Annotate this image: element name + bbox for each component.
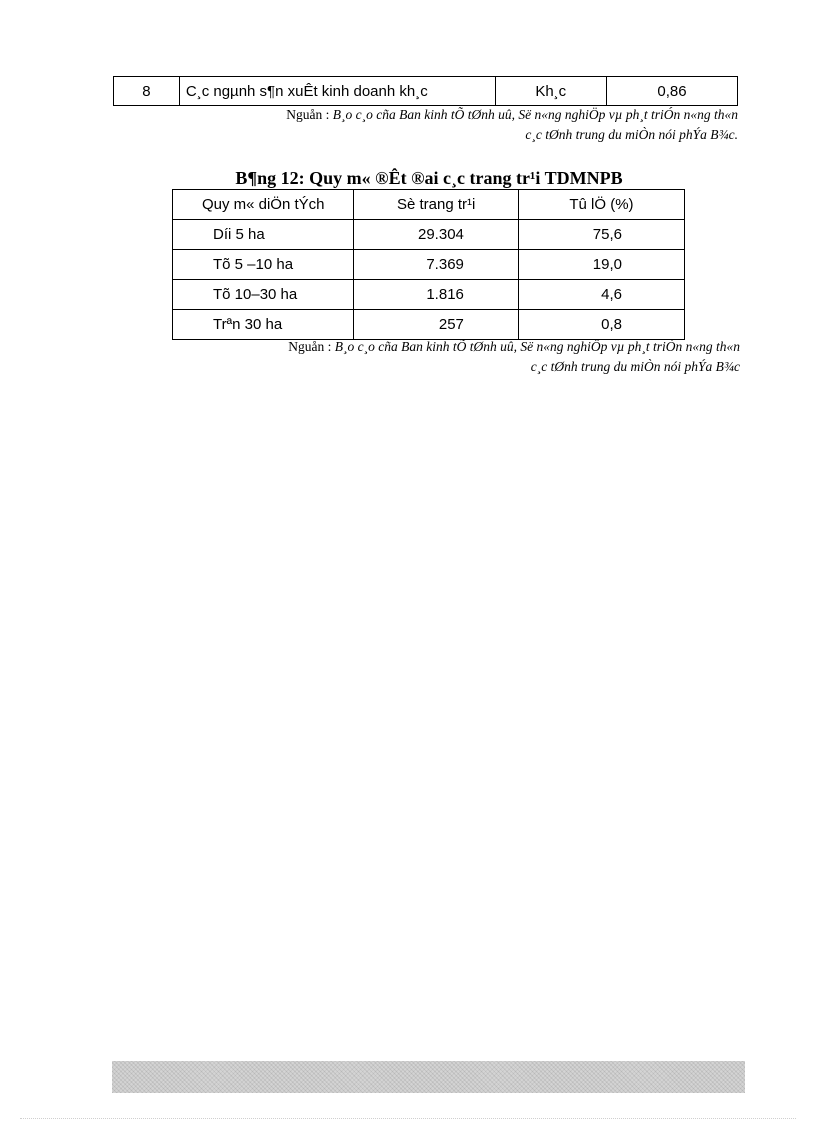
table-row <box>114 77 738 106</box>
row-index: 8 <box>114 77 180 106</box>
cell-share: 0,8 <box>518 310 684 340</box>
cell-size: Trªn 30 ha <box>173 310 354 340</box>
source-text: B¸o c¸o cña Ban kinh tÕ tØnh uû, Së n«ng nghiÖp vµ ph¸t triÓn n«ng th«n <box>334 339 740 354</box>
row-category: Kh¸c <box>495 77 606 106</box>
cell-count: 1.816 <box>354 280 518 310</box>
continuation-table <box>113 76 738 106</box>
source-line-1 <box>138 105 738 125</box>
row-name: C¸c ngµnh s¶n xuÊt kinh doanh kh¸c <box>179 77 495 106</box>
cell-size: Tõ 10–30 ha <box>173 280 354 310</box>
table-row <box>173 280 685 310</box>
source-text: B¸o c¸o cña Ban kinh tÕ tØnh uû, Së n«ng nghiÖp vµ ph¸t triÓn n«ng th«n <box>332 107 738 122</box>
page-bottom-divider <box>20 1118 796 1119</box>
cell-size: Díi 5 ha <box>173 220 354 250</box>
source-label: Nguån : <box>286 107 333 122</box>
cell-share: 75,6 <box>518 220 684 250</box>
table-title: B¶ng 12: Quy m« ®Êt ®ai c¸c trang tr¹i TDMNPB <box>235 168 623 188</box>
source-label: Nguån : <box>288 339 335 354</box>
cell-count: 7.369 <box>354 250 518 280</box>
source-note-bottom <box>140 337 740 377</box>
table-row <box>173 310 685 340</box>
source-line-2: c¸c tØnh trung du miÒn nói phÝa B¾c <box>530 359 740 374</box>
cell-share: 19,0 <box>518 250 684 280</box>
farm-size-table <box>172 189 685 340</box>
header-share: Tû lÖ (%) <box>518 190 684 220</box>
source-line-1 <box>140 337 740 357</box>
cell-count: 257 <box>354 310 518 340</box>
source-note-top <box>138 105 738 145</box>
table-header-row <box>173 190 685 220</box>
table-row <box>173 220 685 250</box>
header-size: Quy m« diÖn tÝch <box>173 190 354 220</box>
page-footer-bar <box>112 1061 745 1093</box>
row-value: 0,86 <box>606 77 737 106</box>
cell-count: 29.304 <box>354 220 518 250</box>
cell-size: Tõ 5 –10 ha <box>173 250 354 280</box>
cell-share: 4,6 <box>518 280 684 310</box>
source-line-2: c¸c tØnh trung du miÒn nói phÝa B¾c. <box>525 127 738 142</box>
table-row <box>173 250 685 280</box>
header-count: Sè trang tr¹i <box>354 190 518 220</box>
